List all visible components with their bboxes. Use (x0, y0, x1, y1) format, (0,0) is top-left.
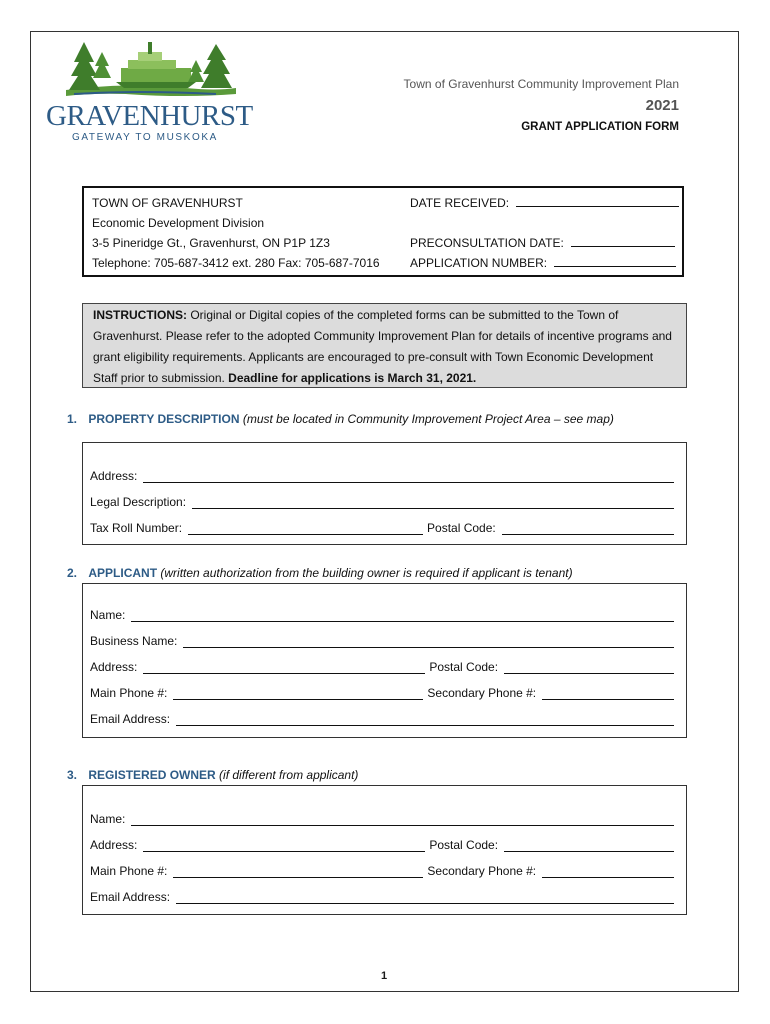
owner-name-label: Name: (90, 812, 126, 826)
office-phone: Telephone: 705-687-3412 ext. 280 Fax: 705-687-7016 (92, 256, 380, 270)
applicant-name-input[interactable] (131, 609, 674, 622)
preconsultation-date-line[interactable] (571, 236, 675, 247)
owner-postal-label: Postal Code: (429, 838, 499, 852)
instructions-box (82, 303, 687, 388)
date-received-line[interactable] (516, 196, 679, 207)
property-postal-label: Postal Code: (427, 521, 496, 535)
applicant-email-label: Email Address: (90, 712, 171, 726)
owner-name-field (90, 810, 674, 826)
applicant-secondary-phone-input[interactable] (542, 687, 674, 700)
section-property-heading (67, 412, 614, 426)
section-property-box (82, 442, 687, 545)
section-applicant-box (82, 583, 687, 738)
owner-address-label: Address: (90, 838, 138, 852)
applicant-postal-label: Postal Code: (429, 660, 499, 674)
application-number-field (410, 256, 676, 270)
instructions-deadline: Deadline for applications is March 31, 2021. (228, 371, 477, 385)
applicant-address-input[interactable] (143, 661, 425, 674)
section-owner-heading (67, 768, 358, 782)
date-received-label: DATE RECEIVED: (410, 196, 510, 210)
property-address-label: Address: (90, 469, 138, 483)
property-legal-field (90, 493, 674, 509)
property-legal-input[interactable] (192, 496, 674, 509)
applicant-email-input[interactable] (176, 713, 674, 726)
applicant-secondary-phone-label: Secondary Phone #: (427, 686, 537, 700)
owner-secondary-phone-label: Secondary Phone #: (427, 864, 537, 878)
property-address-input[interactable] (143, 470, 674, 483)
page-number: 1 (381, 970, 388, 982)
section-owner-note: (if different from applicant) (215, 768, 359, 782)
application-number-line[interactable] (554, 256, 676, 267)
date-received-field (410, 196, 679, 210)
office-division: Economic Development Division (92, 216, 265, 230)
section-applicant-heading (67, 566, 573, 580)
section-owner-number: 3. (67, 768, 78, 782)
property-taxroll-label: Tax Roll Number: (90, 521, 183, 535)
section-applicant-note: (written authorization from the building owner is required if applicant is tenant) (157, 566, 573, 580)
preconsultation-date-label: PRECONSULTATION DATE: (410, 236, 564, 250)
section-owner-box (82, 785, 687, 915)
owner-phone-field (90, 862, 674, 878)
applicant-business-input[interactable] (183, 635, 674, 648)
applicant-email-field (90, 710, 674, 726)
preconsultation-date-field (410, 236, 675, 250)
plan-year: 2021 (645, 97, 679, 114)
plan-title: Town of Gravenhurst Community Improvement Plan (403, 77, 679, 91)
logo-tagline: GATEWAY TO MUSKOKA (72, 132, 218, 143)
office-address: 3-5 Pineridge Gt., Gravenhurst, ON P1P 1Z3 (92, 236, 330, 250)
owner-secondary-phone-input[interactable] (542, 865, 674, 878)
property-address-field (90, 467, 674, 483)
form-title: GRANT APPLICATION FORM (521, 121, 679, 133)
applicant-main-phone-input[interactable] (173, 687, 423, 700)
applicant-phone-field (90, 684, 674, 700)
gravenhurst-logo (46, 38, 253, 148)
applicant-postal-input[interactable] (504, 661, 674, 674)
office-org: TOWN OF GRAVENHURST (92, 196, 243, 210)
property-taxroll-field (90, 519, 674, 535)
applicant-business-label: Business Name: (90, 634, 178, 648)
section-applicant-number: 2. (67, 566, 78, 580)
owner-name-input[interactable] (131, 813, 674, 826)
owner-email-label: Email Address: (90, 890, 171, 904)
applicant-main-phone-label: Main Phone #: (90, 686, 168, 700)
applicant-name-label: Name: (90, 608, 126, 622)
owner-main-phone-label: Main Phone #: (90, 864, 168, 878)
property-postal-input[interactable] (502, 522, 674, 535)
logo-trees-boat-icon (66, 38, 246, 100)
owner-address-field (90, 836, 674, 852)
owner-main-phone-input[interactable] (173, 865, 423, 878)
office-info-box (82, 186, 684, 277)
section-property-note: (must be located in Community Improvement Project Area – see map) (239, 412, 614, 426)
section-applicant-title: APPLICANT (88, 566, 158, 580)
section-property-number: 1. (67, 412, 78, 426)
instructions-text: Original or Digital copies of the completed forms can be submitted to the Town of Gravenhurst. Please refer to the adopted Community Improvement Plan for details of incentive programs and grant eligibility requirements. Applicants are encouraged to pre-consult with Town Economic Development Staff prior to submission. (93, 308, 672, 385)
applicant-name-field (90, 606, 674, 622)
application-number-label: APPLICATION NUMBER: (410, 256, 548, 270)
property-legal-label: Legal Description: (90, 495, 187, 509)
property-taxroll-input[interactable] (188, 522, 423, 535)
owner-address-input[interactable] (143, 839, 425, 852)
instructions-label: INSTRUCTIONS: (93, 308, 187, 322)
applicant-address-field (90, 658, 674, 674)
applicant-business-field (90, 632, 674, 648)
applicant-address-label: Address: (90, 660, 138, 674)
owner-postal-input[interactable] (504, 839, 674, 852)
logo-wordmark: GRAVENHURST (46, 100, 253, 132)
owner-email-field (90, 888, 674, 904)
section-owner-title: REGISTERED OWNER (88, 768, 216, 782)
section-property-title: PROPERTY DESCRIPTION (88, 412, 240, 426)
owner-email-input[interactable] (176, 891, 674, 904)
